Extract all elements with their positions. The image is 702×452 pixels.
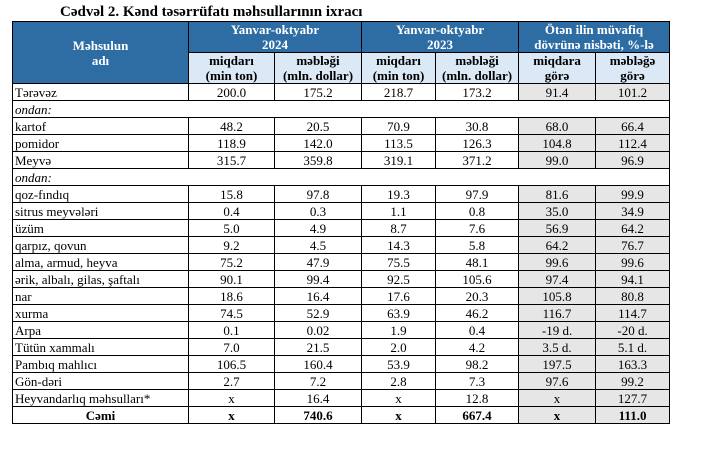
cell-v23: 4.2 bbox=[436, 339, 519, 356]
header-product: Məhsulun adı bbox=[13, 22, 189, 84]
row-label: sitrus meyvələri bbox=[13, 203, 189, 220]
cell-v23: 48.1 bbox=[436, 254, 519, 271]
cell-q23: 1.9 bbox=[362, 322, 436, 339]
cell-rv: -20 d. bbox=[596, 322, 670, 339]
cell-v24: 359.8 bbox=[275, 152, 362, 169]
cell-rq: 116.7 bbox=[519, 305, 596, 322]
cell-rq: 35.0 bbox=[519, 203, 596, 220]
table-body bbox=[13, 84, 670, 424]
cell-rv: 5.1 d. bbox=[596, 339, 670, 356]
cell-q23: 8.7 bbox=[362, 220, 436, 237]
cell-rq: 197.5 bbox=[519, 356, 596, 373]
cell-q24: 15.8 bbox=[189, 186, 275, 203]
table-row bbox=[13, 288, 670, 305]
row-label: pomidor bbox=[13, 135, 189, 152]
table-row bbox=[13, 101, 670, 118]
cell-v24: 20.5 bbox=[275, 118, 362, 135]
cell-q23: 14.3 bbox=[362, 237, 436, 254]
cell-q24: 18.6 bbox=[189, 288, 275, 305]
cell-q23: 113.5 bbox=[362, 135, 436, 152]
cell-rq: -19 d. bbox=[519, 322, 596, 339]
cell-rv: 112.4 bbox=[596, 135, 670, 152]
cell-v23: 98.2 bbox=[436, 356, 519, 373]
export-table bbox=[12, 21, 670, 424]
cell-rq: 99.0 bbox=[519, 152, 596, 169]
header-ratio: Ötən ilin müvafiq dövrünə nisbəti, %-lə bbox=[519, 22, 670, 53]
cell-q23: 19.3 bbox=[362, 186, 436, 203]
row-label: xurma bbox=[13, 305, 189, 322]
cell-v24: 97.8 bbox=[275, 186, 362, 203]
cell-v23: 667.4 bbox=[436, 407, 519, 424]
cell-rv: 34.9 bbox=[596, 203, 670, 220]
table-row bbox=[13, 271, 670, 288]
header-qty-2024: miqdarı (min ton) bbox=[189, 53, 275, 84]
header-period-2023: Yanvar-oktyabr 2023 bbox=[362, 22, 519, 53]
row-label: Heyvandarlıq məhsulları* bbox=[13, 390, 189, 407]
cell-v24: 175.2 bbox=[275, 84, 362, 101]
table-row bbox=[13, 390, 670, 407]
cell-v24: 740.6 bbox=[275, 407, 362, 424]
cell-v24: 0.3 bbox=[275, 203, 362, 220]
row-label: kartof bbox=[13, 118, 189, 135]
table-row bbox=[13, 339, 670, 356]
cell-v24: 7.2 bbox=[275, 373, 362, 390]
cell-rq: 81.6 bbox=[519, 186, 596, 203]
cell-rv: 99.2 bbox=[596, 373, 670, 390]
table-row bbox=[13, 203, 670, 220]
table-row bbox=[13, 152, 670, 169]
cell-v24: 142.0 bbox=[275, 135, 362, 152]
cell-q23: 1.1 bbox=[362, 203, 436, 220]
table-row bbox=[13, 254, 670, 271]
cell-q23: 17.6 bbox=[362, 288, 436, 305]
cell-q24: 315.7 bbox=[189, 152, 275, 169]
cell-rv: 66.4 bbox=[596, 118, 670, 135]
cell-q24: x bbox=[189, 390, 275, 407]
header-by-qty: miqdara görə bbox=[519, 53, 596, 84]
cell-v24: 47.9 bbox=[275, 254, 362, 271]
table-row bbox=[13, 356, 670, 373]
row-label: ondan: bbox=[13, 169, 670, 186]
cell-rq: 64.2 bbox=[519, 237, 596, 254]
cell-q24: 118.9 bbox=[189, 135, 275, 152]
cell-rv: 99.9 bbox=[596, 186, 670, 203]
cell-rq: 97.4 bbox=[519, 271, 596, 288]
cell-q23: 92.5 bbox=[362, 271, 436, 288]
cell-rq: x bbox=[519, 390, 596, 407]
cell-q23: 2.0 bbox=[362, 339, 436, 356]
header-qty-2023: miqdarı (min ton) bbox=[362, 53, 436, 84]
cell-q24: 75.2 bbox=[189, 254, 275, 271]
cell-rv: 96.9 bbox=[596, 152, 670, 169]
row-label: ərik, albalı, gilas, şaftalı bbox=[13, 271, 189, 288]
row-label: Meyvə bbox=[13, 152, 189, 169]
cell-v23: 5.8 bbox=[436, 237, 519, 254]
cell-v24: 21.5 bbox=[275, 339, 362, 356]
cell-rv: 64.2 bbox=[596, 220, 670, 237]
cell-v23: 7.6 bbox=[436, 220, 519, 237]
table-row bbox=[13, 118, 670, 135]
cell-v23: 173.2 bbox=[436, 84, 519, 101]
cell-v23: 0.4 bbox=[436, 322, 519, 339]
cell-q23: 319.1 bbox=[362, 152, 436, 169]
cell-rq: 3.5 d. bbox=[519, 339, 596, 356]
header-period-2024: Yanvar-oktyabr 2024 bbox=[189, 22, 362, 53]
row-label: alma, armud, heyva bbox=[13, 254, 189, 271]
cell-rq: 97.6 bbox=[519, 373, 596, 390]
cell-v24: 4.5 bbox=[275, 237, 362, 254]
cell-v23: 20.3 bbox=[436, 288, 519, 305]
cell-q24: 9.2 bbox=[189, 237, 275, 254]
cell-q23: 70.9 bbox=[362, 118, 436, 135]
cell-q24: 200.0 bbox=[189, 84, 275, 101]
table-row bbox=[13, 169, 670, 186]
table-row bbox=[13, 373, 670, 390]
cell-rq: 68.0 bbox=[519, 118, 596, 135]
row-label: Cəmi bbox=[13, 407, 189, 424]
cell-q23: x bbox=[362, 390, 436, 407]
cell-rv: 101.2 bbox=[596, 84, 670, 101]
cell-v23: 371.2 bbox=[436, 152, 519, 169]
table-row bbox=[13, 186, 670, 203]
cell-v23: 46.2 bbox=[436, 305, 519, 322]
row-label: qarpız, qovun bbox=[13, 237, 189, 254]
cell-rv: 80.8 bbox=[596, 288, 670, 305]
cell-rq: 105.8 bbox=[519, 288, 596, 305]
cell-rv: 127.7 bbox=[596, 390, 670, 407]
cell-v23: 7.3 bbox=[436, 373, 519, 390]
row-label: üzüm bbox=[13, 220, 189, 237]
header-by-val: məbləğə görə bbox=[596, 53, 670, 84]
table-row bbox=[13, 135, 670, 152]
cell-q23: 63.9 bbox=[362, 305, 436, 322]
row-label: ondan: bbox=[13, 101, 670, 118]
cell-q24: 0.1 bbox=[189, 322, 275, 339]
cell-v24: 160.4 bbox=[275, 356, 362, 373]
cell-rq: 91.4 bbox=[519, 84, 596, 101]
table-row bbox=[13, 305, 670, 322]
cell-v23: 126.3 bbox=[436, 135, 519, 152]
cell-v24: 52.9 bbox=[275, 305, 362, 322]
cell-rq: 99.6 bbox=[519, 254, 596, 271]
cell-rq: 56.9 bbox=[519, 220, 596, 237]
cell-rv: 163.3 bbox=[596, 356, 670, 373]
cell-v23: 97.9 bbox=[436, 186, 519, 203]
row-label: Pambıq mahlıcı bbox=[13, 356, 189, 373]
cell-q24: 5.0 bbox=[189, 220, 275, 237]
row-label: qoz-fındıq bbox=[13, 186, 189, 203]
cell-rv: 114.7 bbox=[596, 305, 670, 322]
cell-rq: 104.8 bbox=[519, 135, 596, 152]
cell-rv: 99.6 bbox=[596, 254, 670, 271]
table-title: Cədvəl 2. Kənd təsərrüfatı məhsullarının ixracı bbox=[60, 4, 363, 20]
table-row bbox=[13, 237, 670, 254]
cell-v23: 12.8 bbox=[436, 390, 519, 407]
cell-v23: 105.6 bbox=[436, 271, 519, 288]
table-row bbox=[13, 84, 670, 101]
cell-rv: 111.0 bbox=[596, 407, 670, 424]
row-label: Arpa bbox=[13, 322, 189, 339]
cell-q23: 75.5 bbox=[362, 254, 436, 271]
cell-q23: 53.9 bbox=[362, 356, 436, 373]
cell-q24: 74.5 bbox=[189, 305, 275, 322]
cell-q24: 90.1 bbox=[189, 271, 275, 288]
cell-q24: 0.4 bbox=[189, 203, 275, 220]
header-val-2023: məbləği (mln. dollar) bbox=[436, 53, 519, 84]
table-row bbox=[13, 322, 670, 339]
cell-v24: 4.9 bbox=[275, 220, 362, 237]
cell-q24: 2.7 bbox=[189, 373, 275, 390]
table-row bbox=[13, 407, 670, 424]
cell-q23: x bbox=[362, 407, 436, 424]
header-val-2024: məbləği (mln. dollar) bbox=[275, 53, 362, 84]
cell-v24: 16.4 bbox=[275, 288, 362, 305]
cell-q24: 106.5 bbox=[189, 356, 275, 373]
cell-v23: 0.8 bbox=[436, 203, 519, 220]
cell-v24: 99.4 bbox=[275, 271, 362, 288]
cell-rv: 94.1 bbox=[596, 271, 670, 288]
cell-q23: 2.8 bbox=[362, 373, 436, 390]
cell-q24: 48.2 bbox=[189, 118, 275, 135]
row-label: Gön-dəri bbox=[13, 373, 189, 390]
cell-q24: 7.0 bbox=[189, 339, 275, 356]
row-label: Tərəvəz bbox=[13, 84, 189, 101]
cell-q23: 218.7 bbox=[362, 84, 436, 101]
cell-v24: 16.4 bbox=[275, 390, 362, 407]
cell-rv: 76.7 bbox=[596, 237, 670, 254]
cell-v24: 0.02 bbox=[275, 322, 362, 339]
table-row bbox=[13, 220, 670, 237]
row-label: Tütün xammalı bbox=[13, 339, 189, 356]
cell-rq: x bbox=[519, 407, 596, 424]
row-label: nar bbox=[13, 288, 189, 305]
cell-q24: x bbox=[189, 407, 275, 424]
cell-v23: 30.8 bbox=[436, 118, 519, 135]
